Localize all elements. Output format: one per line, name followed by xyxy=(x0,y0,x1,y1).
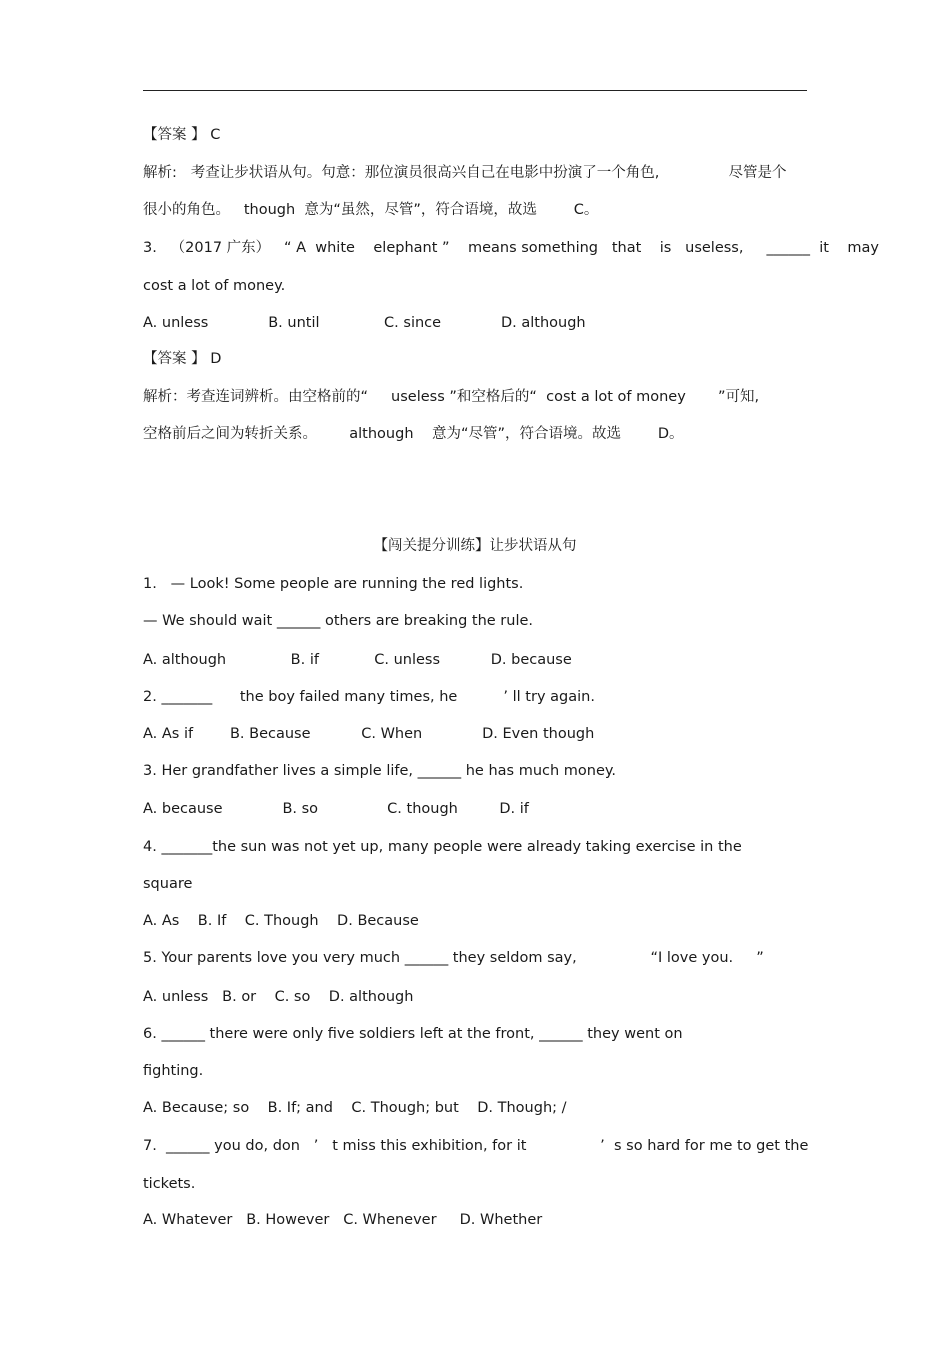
training-2-options: A. As if B. Because C. When D. Even though xyxy=(143,726,595,742)
training-5-options: A. unless B. or C. so D. although xyxy=(143,989,414,1005)
answer-label-c: 【答案 】 C xyxy=(143,127,221,143)
training-5: 5. Your parents love you very much ______ they seldom say, “I love you. ” xyxy=(143,950,764,966)
header-rule xyxy=(143,90,807,91)
training-1-options: A. although B. if C. unless D. because xyxy=(143,652,572,668)
question-3-line-1: 3. （2017 广东） “ A white elephant ” means something that is useless, ______ it may xyxy=(143,240,879,256)
analysis-2-line-2: 空格前后之间为转折关系。 although 意为“尽管”，符合语境。故选 D。 xyxy=(143,426,684,442)
training-1-line-1: 1. — Look! Some people are running the red lights. xyxy=(143,576,524,592)
training-6-line-2: fighting. xyxy=(143,1063,204,1079)
training-4-line-2: square xyxy=(143,876,193,892)
section-title: 【闯关提分训练】让步状语从句 xyxy=(373,538,577,554)
question-3-line-2: cost a lot of money. xyxy=(143,278,286,294)
training-6-options: A. Because; so B. If; and C. Though; but D. Though; / xyxy=(143,1100,567,1116)
training-7-line-2: tickets. xyxy=(143,1176,196,1192)
training-4-line-1: 4. _______the sun was not yet up, many people were already taking exercise in the xyxy=(143,839,742,855)
training-4-options: A. As B. If C. Though D. Because xyxy=(143,913,419,929)
analysis-1-line-1: 解析: 考查让步状语从句。句意：那位演员很高兴自己在电影中扮演了一个角色, 尽管是个 xyxy=(143,165,787,181)
training-7-line-1: 7. ______ you do, don ’ t miss this exhibition, for it ’ s so hard for me to get the xyxy=(143,1138,809,1154)
training-3-options: A. because B. so C. though D. if xyxy=(143,801,529,817)
analysis-2-line-1: 解析：考查连词辨析。由空格前的“ useless ”和空格后的“ cost a lot of money ”可知, xyxy=(143,389,760,405)
training-7-options: A. Whatever B. However C. Whenever D. Whether xyxy=(143,1212,543,1228)
question-3-options: A. unless B. until C. since D. although xyxy=(143,315,586,331)
training-1-line-2: — We should wait ______ others are breaking the rule. xyxy=(143,613,533,629)
answer-label-d: 【答案 】 D xyxy=(143,351,222,367)
analysis-1-line-2: 很小的角色。 though 意为“虽然，尽管”，符合语境，故选 C。 xyxy=(143,202,599,218)
training-2: 2. _______ the boy failed many times, he ’ ll try again. xyxy=(143,689,595,705)
training-6-line-1: 6. ______ there were only five soldiers left at the front, ______ they went on xyxy=(143,1026,683,1042)
training-3: 3. Her grandfather lives a simple life, ______ he has much money. xyxy=(143,763,617,779)
